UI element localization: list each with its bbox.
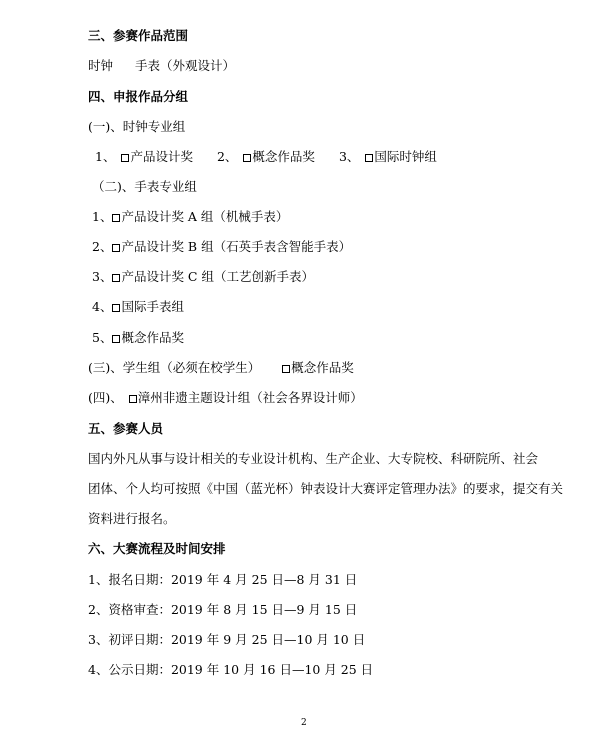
checkbox-icon[interactable] (112, 214, 120, 222)
checkbox-icon[interactable] (112, 244, 120, 252)
schedule-item: 3、初评日期：2019 年 9 月 25 日—10 月 10 日 (88, 632, 366, 647)
group-2-item-3 (92, 269, 314, 285)
item-label: 产品设计奖 A 组（机械手表） (121, 209, 289, 224)
section-5-line-1: 国内外凡从事与设计相关的专业设计机构、生产企业、大专院校、科研院所、社会 (88, 451, 539, 466)
item-number: 3、 (92, 269, 113, 284)
group-1-title: (一)、时钟专业组 (88, 119, 186, 134)
checkbox-icon[interactable] (365, 154, 373, 162)
section-5-line-2: 团体、个人均可按照《中国（蓝光杯）钟表设计大赛评定管理办法》的要求，提交有关 (88, 481, 564, 496)
group-2-title: （二)、手表专业组 (92, 179, 197, 194)
schedule-item: 1、报名日期：2019 年 4 月 25 日—8 月 31 日 (88, 572, 358, 587)
group-2-item-2 (92, 239, 351, 255)
group-1-options (95, 149, 437, 165)
item-clock: 时钟 (88, 58, 114, 73)
schedule-item: 2、资格审查：2019 年 8 月 15 日—9 月 15 日 (88, 602, 358, 617)
group-4 (88, 390, 363, 406)
checkbox-icon[interactable] (112, 304, 120, 312)
checkbox-icon[interactable] (129, 395, 137, 403)
group-4-award: 漳州非遗主题设计组（社会各界设计师） (137, 390, 363, 405)
item-label: 国际手表组 (121, 299, 184, 314)
checkbox-icon[interactable] (243, 154, 251, 162)
section-5-line-3: 资料进行报名。 (88, 511, 176, 526)
item-number: 2、 (92, 239, 113, 254)
group-2-item-5 (92, 330, 184, 346)
group-3-award: 概念作品奖 (291, 360, 354, 375)
item-watch: 手表（外观设计） (135, 58, 236, 73)
section-4-heading: 四、申报作品分组 (88, 89, 189, 104)
group-3-title: (三)、学生组（必须在校学生） (88, 360, 261, 375)
item-label: 产品设计奖 C 组（工艺创新手表） (121, 269, 314, 284)
item-number: 4、 (92, 299, 113, 314)
checkbox-icon[interactable] (112, 274, 120, 282)
schedule-item: 4、公示日期：2019 年 10 月 16 日—10 月 25 日 (88, 662, 374, 677)
page-number: 2 (301, 718, 307, 728)
section-5-heading: 五、参赛人员 (88, 421, 164, 436)
item-label: 产品设计奖 B 组（石英手表含智能手表） (121, 239, 352, 254)
group-1-num-2: 2、 (216, 149, 238, 164)
item-number: 1、 (92, 209, 113, 224)
checkbox-icon[interactable] (282, 365, 290, 373)
group-1-num-3: 3、 (338, 149, 360, 164)
group-1-num-1: 1、 (95, 149, 116, 164)
group-2-item-4 (92, 299, 184, 315)
group-1-option-c: 国际时钟组 (374, 149, 437, 164)
section-3-items (88, 58, 235, 74)
group-1-option-b: 概念作品奖 (252, 149, 315, 164)
group-2-item-1 (92, 209, 288, 225)
section-3-heading: 三、参赛作品范围 (88, 28, 189, 43)
group-1-option-a: 产品设计奖 (130, 149, 193, 164)
item-number: 5、 (92, 330, 113, 345)
section-6-heading: 六、大赛流程及时间安排 (88, 541, 226, 556)
group-4-title: (四)、 (88, 390, 123, 405)
checkbox-icon[interactable] (112, 335, 120, 343)
group-3 (88, 360, 354, 376)
checkbox-icon[interactable] (121, 154, 129, 162)
item-label: 概念作品奖 (121, 330, 184, 345)
